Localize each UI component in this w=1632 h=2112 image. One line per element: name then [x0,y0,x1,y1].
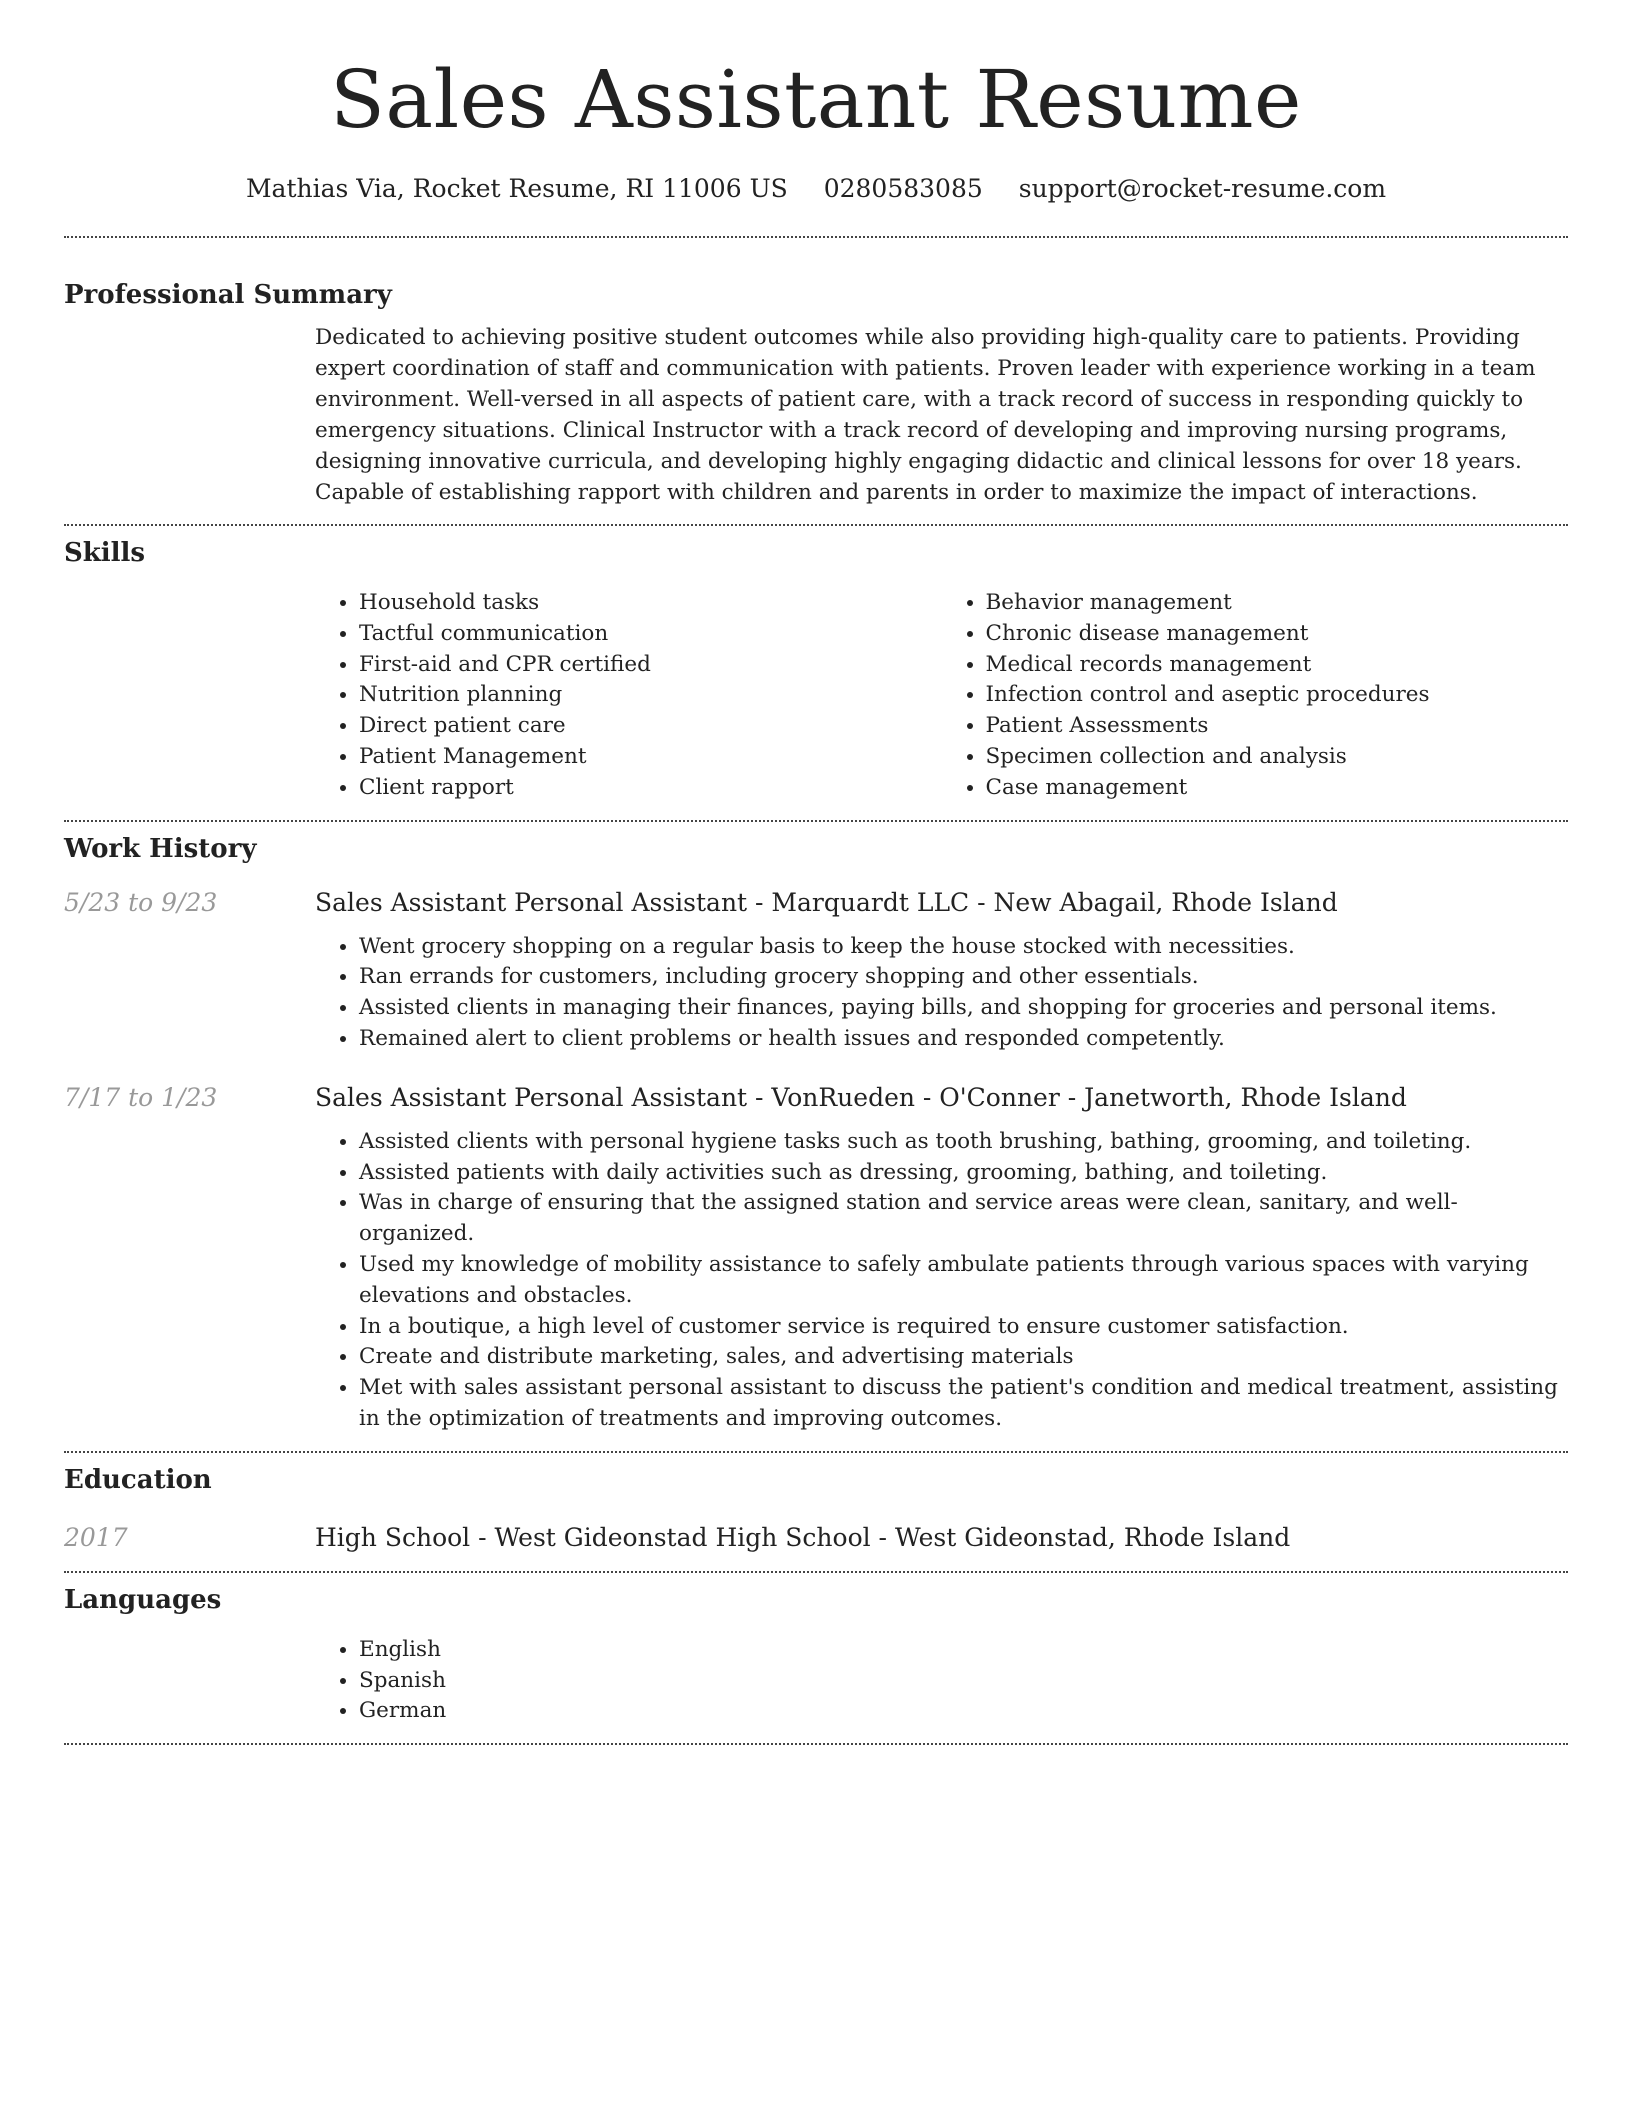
skill-item: • Specimen collection and analysis [986,742,1569,773]
job-bullet: • Used my knowledge of mobility assistance to safely ambulate patients through various spaces with varying elevations and obstacles. [359,1250,1568,1312]
contact-line [64,172,1568,206]
section-title-languages: Languages [64,1584,222,1615]
job-bullets [315,1127,1568,1435]
skills-list-right [942,588,1569,804]
job-bullet: • Met with sales assistant personal assistant to discuss the patient's condition and medical treatment, assisting in the optimization of treatments and improving outcomes. [359,1373,1568,1435]
section-title-summary: Professional Summary [64,280,392,310]
skill-item: • Infection control and aseptic procedures [986,680,1569,711]
summary-text: Dedicated to achieving positive student outcomes while also providing high-quality care to patients. Providing expert coordination of staff and communication with patients. Proven leader with experience working in a team environment. Well-versed in all aspects of patient care, with a track record of success in responding quickly to emergency situations. Clinical Instructor with a track record of developing and improving nursing programs, designing innovative curricula, and developing highly engaging didactic and clinical lessons for over 18 years. Capable of establishing rapport with children and parents in order to maximize the impact of interactions. [315,325,1536,505]
language-item: • English [359,1635,1568,1666]
job-bullet: • Assisted clients in managing their finances, paying bills, and shopping for groceries and personal items. [359,993,1568,1024]
skill-item: • First-aid and CPR certified [359,650,942,681]
skill-item: • Patient Management [359,742,942,773]
job-bullet: • Went grocery shopping on a regular basis to keep the house stocked with necessities. [359,932,1568,963]
skill-item: • Client rapport [359,773,942,804]
language-item: • Spanish [359,1666,1568,1697]
job-bullet: • Was in charge of ensuring that the assigned station and service areas were clean, sanitary, and well-organized. [359,1188,1568,1250]
education-year: 2017 [64,1522,128,1552]
languages-list [315,1635,1568,1727]
section-education [64,1463,1568,1555]
skill-item: • Household tasks [359,588,942,619]
section-skills [64,536,1568,804]
job-bullet: • Create and distribute marketing, sales, and advertising materials [359,1342,1568,1373]
job-header [64,1081,1568,1115]
resume-page [64,0,1568,1745]
job-dates: 7/17 to 1/23 [64,1082,218,1112]
divider [64,1743,1568,1745]
skill-item: • Case management [986,773,1569,804]
job-bullet: • Ran errands for customers, including grocery shopping and other essentials. [359,962,1568,993]
job-bullet: • Remained alert to client problems or health issues and responded competently. [359,1024,1568,1055]
section-languages [64,1583,1568,1727]
job-bullet: • Assisted patients with daily activities such as dressing, grooming, bathing, and toileting. [359,1158,1568,1189]
skills-grid [315,588,1568,804]
job-entry [64,886,1568,1055]
section-work-history [64,832,1568,1435]
divider [64,236,1568,238]
job-header [64,886,1568,920]
skills-list-left [315,588,942,804]
job-bullets [315,932,1568,1055]
section-title-education: Education [64,1464,212,1495]
divider [64,820,1568,822]
job-bullet: • In a boutique, a high level of customer service is required to ensure customer satisfaction. [359,1312,1568,1343]
section-title-skills: Skills [64,538,146,568]
education-detail: High School - West Gideonstad High School - West Gideonstad, Rhode Island [315,1522,1291,1552]
job-title: Sales Assistant Personal Assistant - VonRueden - O'Conner - Janetworth, Rhode Island [315,1082,1407,1112]
education-entry [64,1521,1568,1555]
job-title: Sales Assistant Personal Assistant - Marquardt LLC - New Abagail, Rhode Island [315,887,1338,917]
resume-title: Sales Assistant Resume [330,53,1302,146]
skill-item: • Patient Assessments [986,711,1569,742]
contact-phone: 0280583085 [823,174,983,203]
skill-item: • Direct patient care [359,711,942,742]
contact-email: support@rocket-resume.com [1018,174,1387,203]
contact-address: Mathias Via, Rocket Resume, RI 11006 US [245,174,788,203]
skill-item: • Chronic disease management [986,619,1569,650]
skill-item: • Nutrition planning [359,680,942,711]
divider [64,524,1568,526]
skill-item: • Medical records management [986,650,1569,681]
language-item: • German [359,1696,1568,1727]
job-entry [64,1081,1568,1435]
divider [64,1451,1568,1453]
section-summary [64,278,1568,508]
divider [64,1571,1568,1573]
section-title-work-history: Work History [64,833,257,864]
skill-item: • Behavior management [986,588,1569,619]
job-dates: 5/23 to 9/23 [64,887,218,917]
job-bullet: • Assisted clients with personal hygiene tasks such as tooth brushing, bathing, grooming, and toileting. [359,1127,1568,1158]
skill-item: • Tactful communication [359,619,942,650]
